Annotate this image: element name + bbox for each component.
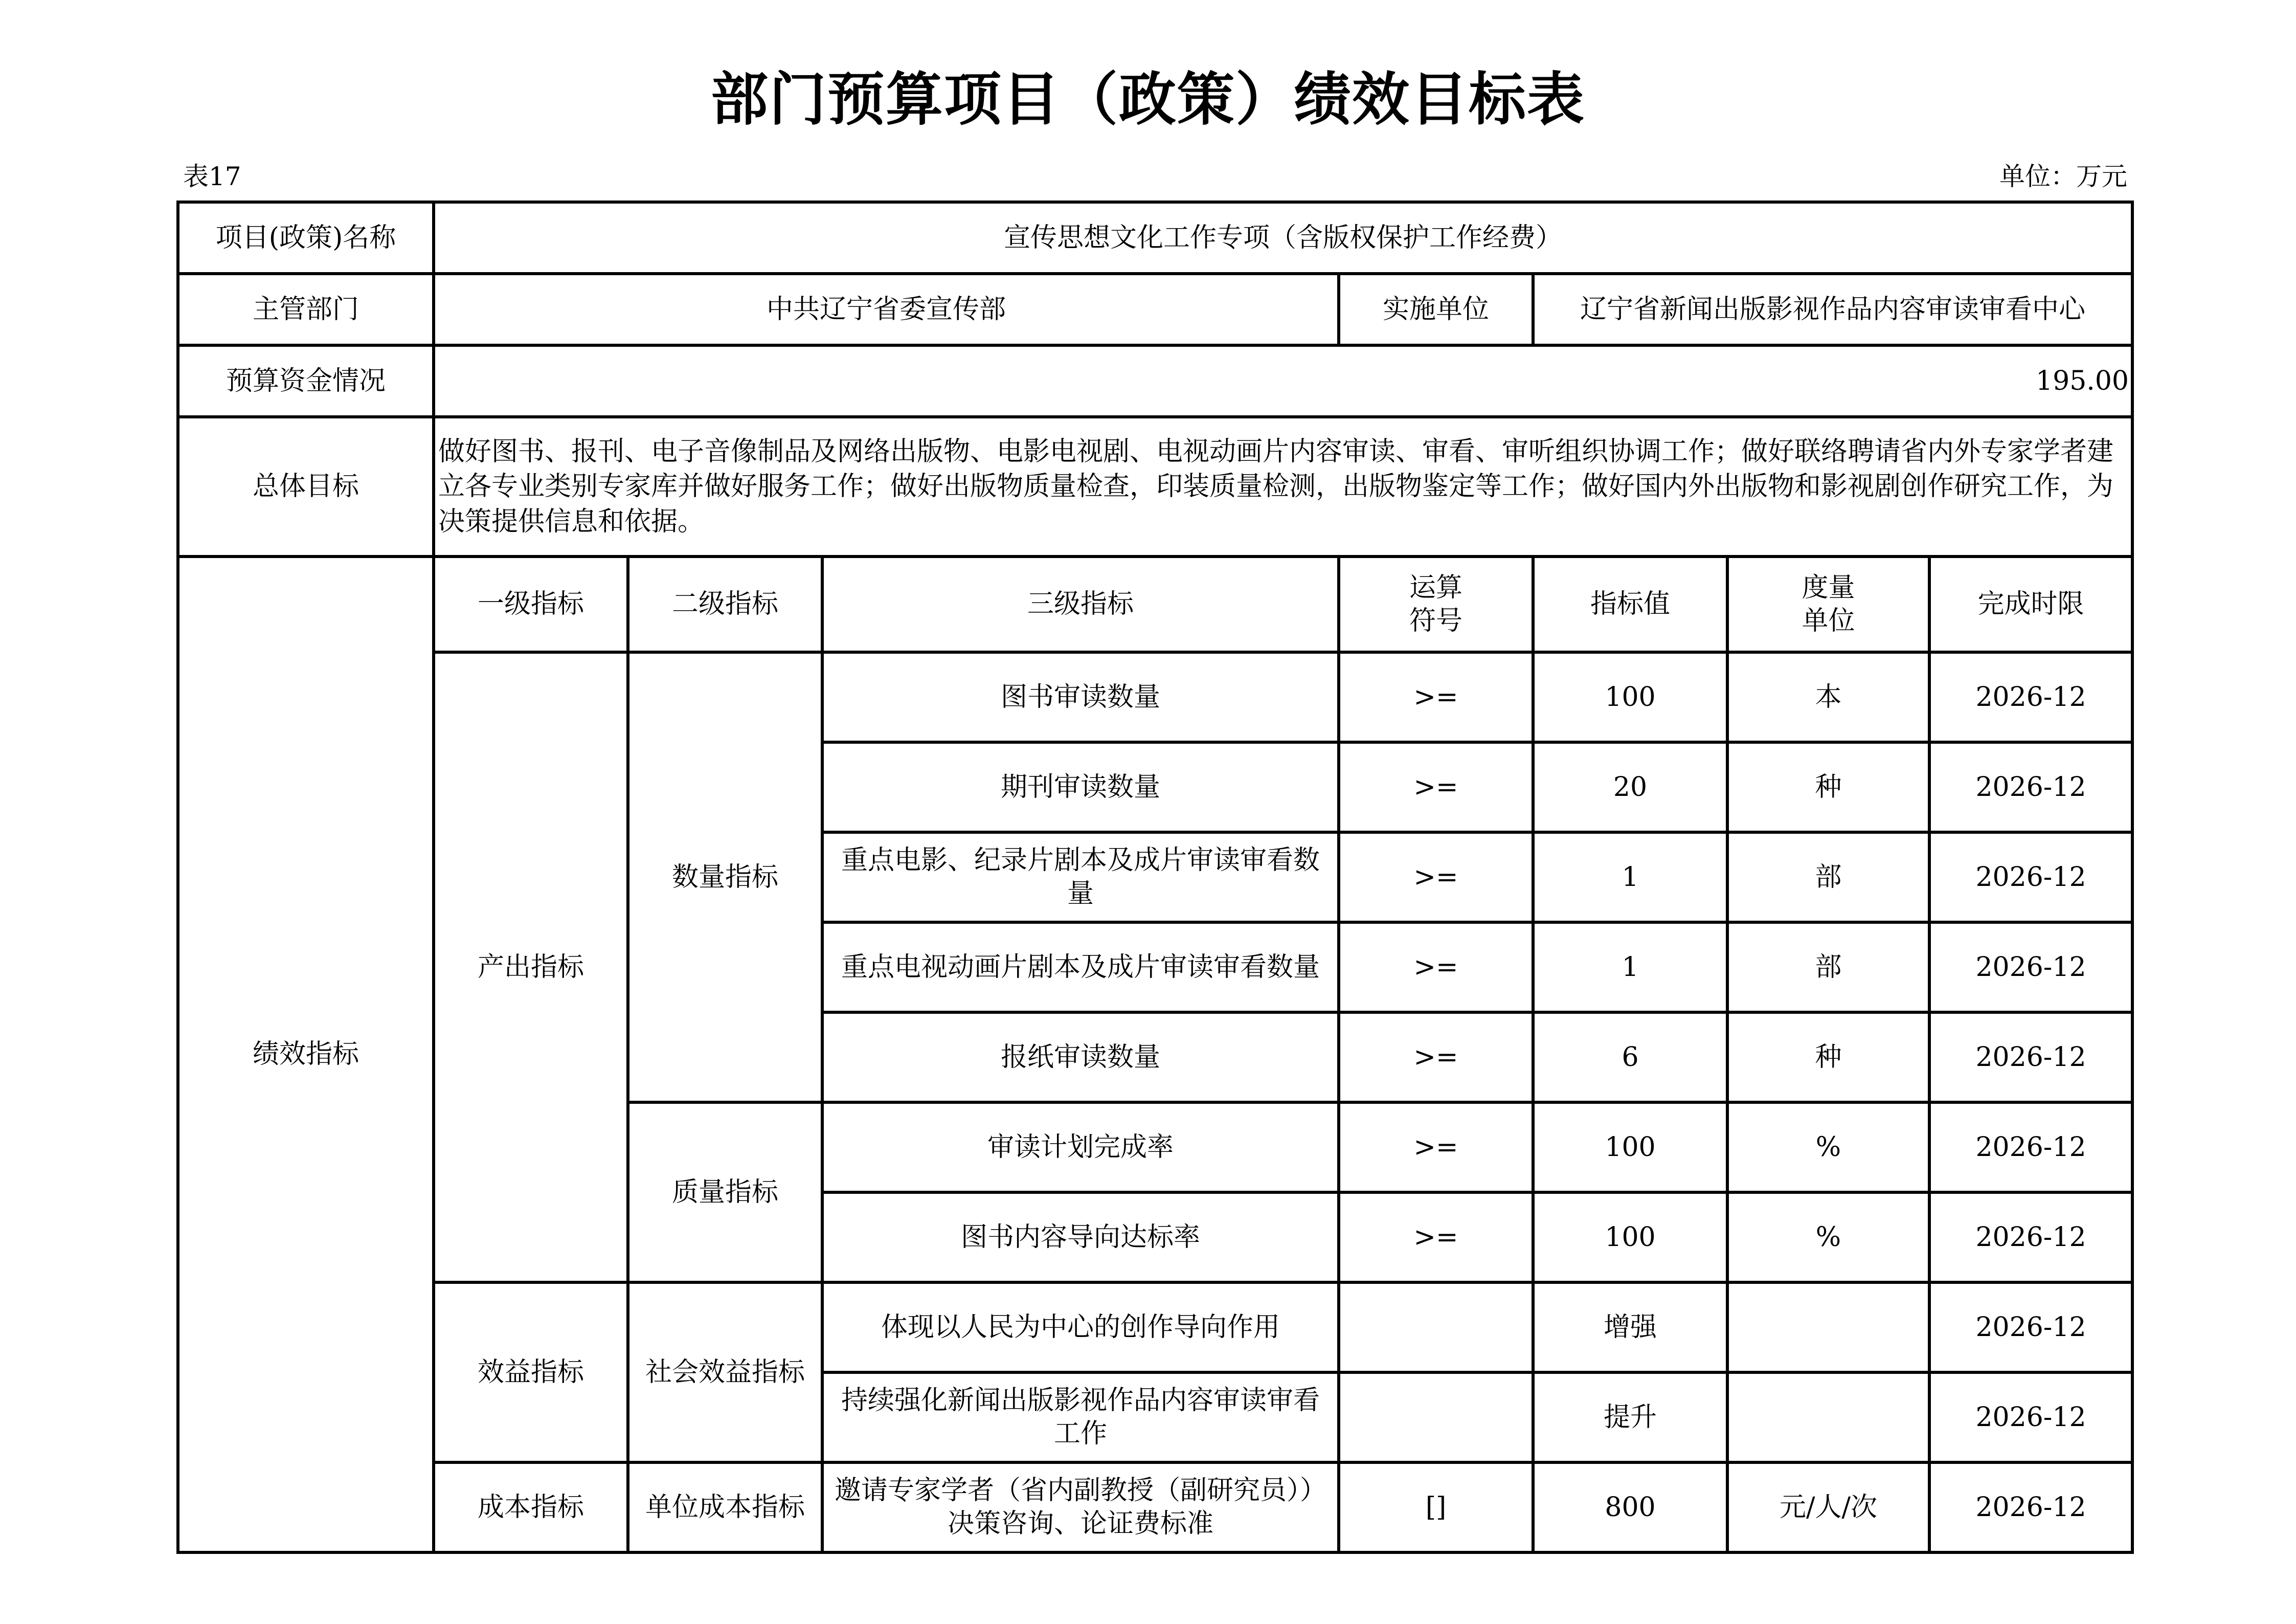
goal-value: 做好图书、报刊、电子音像制品及网络出版物、电影电视剧、电视动画片内容审读、审看、审听组织协调工作；做好联络聘请省内外专家学者建立各专业类别专家库并做好服务工作；做好出版物质量检查，印装质量检测，出版物鉴定等工作；做好国内外出版物和影视剧创作研究工作，为决策提供信息和依据。 — [434, 417, 2132, 557]
indicator-unit: 部 — [1727, 832, 1929, 922]
indicator-name: 期刊审读数量 — [822, 742, 1339, 832]
indicator-value: 1 — [1533, 832, 1727, 922]
table-row — [178, 652, 2132, 742]
indicator-deadline: 2026-12 — [1929, 742, 2132, 832]
header-deadline: 完成时限 — [1929, 557, 2132, 652]
table-number: 表17 — [183, 162, 241, 191]
department-row — [178, 274, 2132, 345]
indicator-name: 重点电视动画片剧本及成片审读审看数量 — [822, 922, 1339, 1012]
indicator-deadline: 2026-12 — [1929, 1372, 2132, 1462]
indicator-name: 邀请专家学者（省内副教授（副研究员））决策咨询、论证费标准 — [822, 1462, 1339, 1552]
indicator-unit: % — [1727, 1192, 1929, 1282]
indicator-value: 100 — [1533, 652, 1727, 742]
group-quantity: 数量指标 — [628, 652, 822, 1102]
indicator-value: 100 — [1533, 1102, 1727, 1192]
group-unit-cost: 单位成本指标 — [628, 1462, 822, 1552]
indicator-op: >= — [1339, 1102, 1533, 1192]
page-title: 部门预算项目（政策）绩效目标表 — [711, 66, 1585, 133]
budget-label: 预算资金情况 — [178, 345, 434, 417]
header-operator: 运算 符号 — [1339, 557, 1533, 652]
indicator-op: >= — [1339, 652, 1533, 742]
goal-label: 总体目标 — [178, 417, 434, 557]
indicator-value: 20 — [1533, 742, 1727, 832]
indicator-unit — [1727, 1282, 1929, 1372]
indicator-name: 图书内容导向达标率 — [822, 1192, 1339, 1282]
group-benefit: 效益指标 — [434, 1282, 628, 1462]
indicator-unit: 种 — [1727, 1012, 1929, 1102]
indicator-unit: 种 — [1727, 742, 1929, 832]
indicator-op: >= — [1339, 922, 1533, 1012]
indicator-deadline: 2026-12 — [1929, 922, 2132, 1012]
indicator-op: >= — [1339, 1012, 1533, 1102]
indicator-deadline: 2026-12 — [1929, 832, 2132, 922]
goal-row — [178, 417, 2132, 557]
header-level2: 二级指标 — [628, 557, 822, 652]
header-level1: 一级指标 — [434, 557, 628, 652]
perf-label: 绩效指标 — [178, 557, 434, 1552]
project-label: 项目(政策)名称 — [178, 202, 434, 274]
indicator-deadline: 2026-12 — [1929, 652, 2132, 742]
budget-value: 195.00 — [434, 345, 2132, 417]
indicator-unit: 元/人/次 — [1727, 1462, 1929, 1552]
impl-value: 辽宁省新闻出版影视作品内容审读审看中心 — [1533, 274, 2132, 345]
indicator-unit: 部 — [1727, 922, 1929, 1012]
indicator-op: >= — [1339, 742, 1533, 832]
indicator-op: [] — [1339, 1462, 1533, 1552]
indicator-op — [1339, 1372, 1533, 1462]
group-quality: 质量指标 — [628, 1102, 822, 1282]
group-social: 社会效益指标 — [628, 1282, 822, 1462]
dept-value: 中共辽宁省委宣传部 — [434, 274, 1339, 345]
indicator-name: 重点电影、纪录片剧本及成片审读审看数量 — [822, 832, 1339, 922]
header-row — [178, 557, 2132, 652]
header-level3: 三级指标 — [822, 557, 1339, 652]
indicator-unit — [1727, 1372, 1929, 1462]
header-unit: 度量 单位 — [1727, 557, 1929, 652]
indicator-value: 800 — [1533, 1462, 1727, 1552]
indicator-value: 1 — [1533, 922, 1727, 1012]
indicator-value: 6 — [1533, 1012, 1727, 1102]
indicator-deadline: 2026-12 — [1929, 1282, 2132, 1372]
indicator-op: >= — [1339, 1192, 1533, 1282]
indicator-name: 持续强化新闻出版影视作品内容审读审看工作 — [822, 1372, 1339, 1462]
table-row — [178, 1282, 2132, 1372]
unit-label: 单位：万元 — [1999, 162, 2127, 191]
indicator-unit: 本 — [1727, 652, 1929, 742]
indicator-value: 增强 — [1533, 1282, 1727, 1372]
group-output: 产出指标 — [434, 652, 628, 1282]
indicator-name: 图书审读数量 — [822, 652, 1339, 742]
indicator-deadline: 2026-12 — [1929, 1102, 2132, 1192]
budget-row — [178, 345, 2132, 417]
indicator-deadline: 2026-12 — [1929, 1012, 2132, 1102]
indicator-op — [1339, 1282, 1533, 1372]
indicator-name: 报纸审读数量 — [822, 1012, 1339, 1102]
indicator-unit: % — [1727, 1102, 1929, 1192]
table-row — [178, 1462, 2132, 1552]
dept-label: 主管部门 — [178, 274, 434, 345]
project-row — [178, 202, 2132, 274]
performance-table — [176, 201, 2134, 1554]
indicator-deadline: 2026-12 — [1929, 1462, 2132, 1552]
header-value: 指标值 — [1533, 557, 1727, 652]
indicator-deadline: 2026-12 — [1929, 1192, 2132, 1282]
indicator-op: >= — [1339, 832, 1533, 922]
indicator-value: 100 — [1533, 1192, 1727, 1282]
impl-label: 实施单位 — [1339, 274, 1533, 345]
indicator-name: 审读计划完成率 — [822, 1102, 1339, 1192]
indicator-name: 体现以人民为中心的创作导向作用 — [822, 1282, 1339, 1372]
project-value: 宣传思想文化工作专项（含版权保护工作经费） — [434, 202, 2132, 274]
group-cost: 成本指标 — [434, 1462, 628, 1552]
indicator-value: 提升 — [1533, 1372, 1727, 1462]
